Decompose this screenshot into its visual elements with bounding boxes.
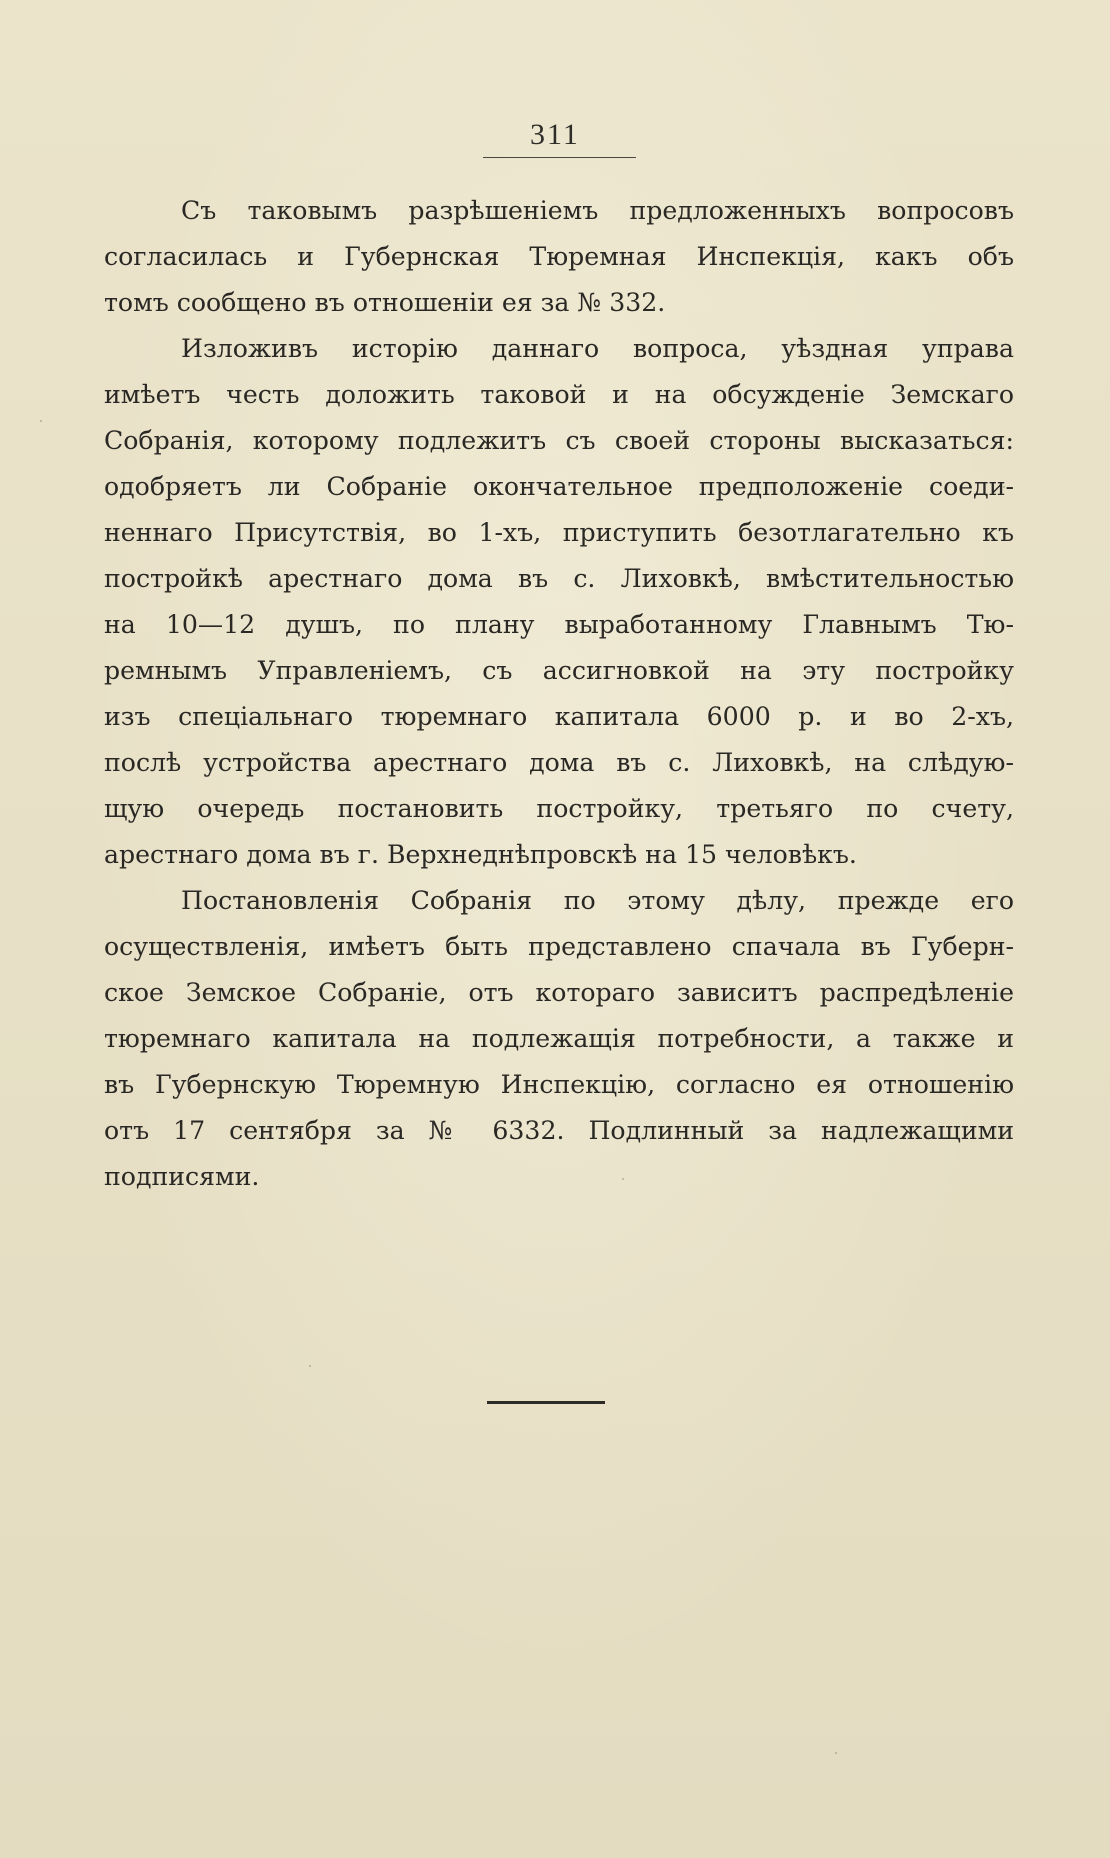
text-line: неннаго Присутствія, во 1-хъ, приступить безотлагательно къ — [104, 518, 1014, 547]
text-line: отъ 17 сентября за № 6332. Подлинный за надлежащими — [104, 1116, 1014, 1145]
text-line: ское Земское Собраніе, отъ котораго зависитъ распредѣленіе — [104, 978, 1014, 1007]
paragraph-2 — [104, 326, 1014, 878]
paper-speck — [622, 1178, 624, 1180]
text-line: одобряетъ ли Собраніе окончательное предположеніе соеди- — [104, 472, 1014, 501]
text-line: согласилась и Губернская Тюремная Инспекція, какъ объ — [104, 242, 1014, 271]
text-line: тюремнаго капитала на подлежащія потребности, а также и — [104, 1024, 1014, 1053]
text-line: имѣетъ честь доложить таковой и на обсужденіе Земскаго — [104, 380, 1014, 409]
text-line: постройкѣ арестнаго дома въ с. Лиховкѣ, вмѣстительностью — [104, 564, 1014, 593]
end-rule — [487, 1401, 605, 1404]
text-line: Съ таковымъ разрѣшеніемъ предложенныхъ вопросовъ — [181, 196, 1014, 225]
paper-speck — [835, 1752, 837, 1754]
text-line: на 10—12 душъ, по плану выработанному Главнымъ Тю- — [104, 610, 1014, 639]
page-number: 311 — [530, 118, 580, 151]
paper-speck — [1003, 486, 1005, 488]
paper-speck — [40, 420, 42, 422]
text-line: послѣ устройства арестнаго дома въ с. Лиховкѣ, на слѣдую- — [104, 748, 1014, 777]
text-line: изъ спеціальнаго тюремнаго капитала 6000 р. и во 2-хъ, — [104, 702, 1014, 731]
header-rule — [483, 157, 636, 158]
paper-speck — [309, 1365, 311, 1367]
text-line: томъ сообщено въ отношеніи ея за № 332. — [104, 288, 666, 317]
text-line: щую очередь постановить постройку, третьяго по счету, — [104, 794, 1014, 823]
text-line: въ Губернскую Тюремную Инспекцію, согласно ея отношенію — [104, 1070, 1014, 1099]
text-line: Собранія, которому подлежитъ съ своей стороны высказаться: — [104, 426, 1014, 455]
text-line: ремнымъ Управленіемъ, съ ассигновкой на эту постройку — [104, 656, 1014, 685]
text-line: Постановленія Собранія по этому дѣлу, прежде его — [181, 886, 1014, 915]
paragraph-3 — [104, 878, 1014, 1200]
text-line: подписями. — [104, 1162, 260, 1191]
text-line: осуществленія, имѣетъ быть представлено спачала въ Губерн- — [104, 932, 1014, 961]
text-line: Изложивъ исторію даннаго вопроса, уѣздная управа — [181, 334, 1014, 363]
text-line: арестнаго дома въ г. Верхнеднѣпровскѣ на 15 человѣкъ. — [104, 840, 857, 869]
paragraph-1 — [104, 188, 1014, 326]
body-text — [104, 188, 1014, 1200]
